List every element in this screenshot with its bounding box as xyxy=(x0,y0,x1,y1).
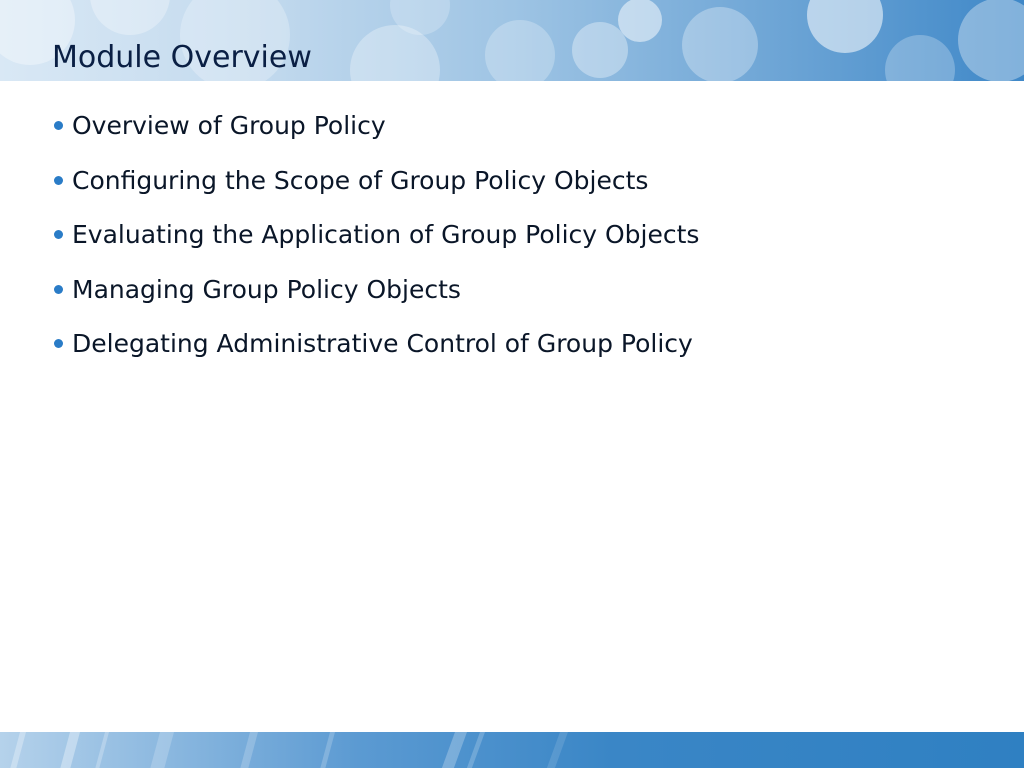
bullet-item xyxy=(52,104,699,159)
bullet-text: Managing Group Policy Objects xyxy=(72,274,461,304)
bullet-text: Delegating Administrative Control of Group Policy xyxy=(72,329,693,358)
slide-title: Module Overview xyxy=(52,40,312,75)
bullet-dot-icon xyxy=(54,121,63,130)
bullet-text: Evaluating the Application of Group Policy Objects xyxy=(72,220,700,249)
bullet-item xyxy=(52,159,699,214)
bullet-list xyxy=(52,104,699,377)
bullet-item xyxy=(52,268,699,323)
streak-decoration xyxy=(0,732,1024,768)
footer-banner xyxy=(0,732,1024,768)
bullet-dot-icon xyxy=(54,230,63,239)
bullet-dot-icon xyxy=(54,285,63,294)
bullet-text: Configuring the Scope of Group Policy Objects xyxy=(72,165,649,195)
bullet-item xyxy=(52,322,699,377)
bullet-dot-icon xyxy=(54,176,63,185)
bullet-text: Overview of Group Policy xyxy=(72,111,386,140)
bullet-item xyxy=(52,213,699,268)
bullet-dot-icon xyxy=(54,339,63,348)
